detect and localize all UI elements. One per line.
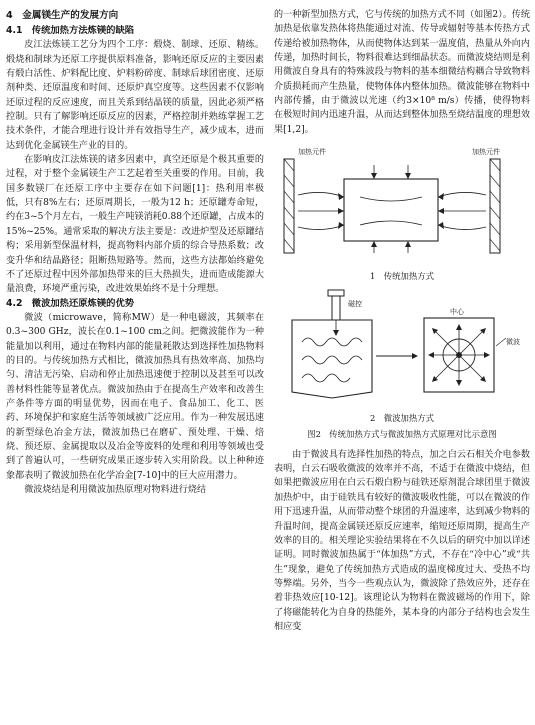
right-column (274, 8, 530, 634)
microwave-heating-diagram (274, 284, 530, 404)
subsection-4-1-title: 4.1 传统加热方法炼镁的缺陷 (6, 25, 135, 36)
conventional-heating-diagram (274, 145, 530, 263)
paragraph: 微波烧结是利用微波加热原理对物料进行烧结 (24, 485, 207, 495)
heater-label-right: 加热元件 (472, 148, 500, 157)
left-column (6, 8, 264, 497)
center-label: 中心 (450, 308, 464, 317)
magnetron-label: 磁控 (348, 300, 362, 309)
section-title: 4 金属镁生产的发展方向 (6, 10, 119, 21)
subfigure-2-caption: 2 微波加热方式 (370, 412, 434, 423)
paragraph: 皮江法炼镁工艺分为四个工序：煅烧、制球、还原、精练。煅烧和制球为还原工序提供原料准备，影响还原反应的主要因素有煅白活性、炉料配比度、炉料粉碎度、制球后球团密度、还原剂种类、还原温度和时间、还原炉真空度等。这些因素不仅影响还原过程的反应速度，而且关系到结晶镁的质量，因此必须严格控制。只有了解影响还原反应的因素，严格控制并熟练掌握工艺技术条件，才能合理进行设计并有效指导生产，减少成本，进而达到优化金属镁生产业的目的。 (6, 40, 264, 151)
microwave-label: 微波 (506, 338, 520, 347)
figure-2 (274, 145, 530, 440)
paragraph: 的一种新型加热方式，它与传统的加热方式不同（如图2）。传统加热是依靠发热体将热能通过对流、传导或辐射等基本传热方式传递给被加热物体，从而使物体达到某一温度值，热量从外向内传递，加热时间长，物料很难达到细晶状态。而微波烧结则是利用微波自身具有的特殊波段与物料的基本细微结构耦合导致物料介质损耗而产生热量，使物体体内整体加热。微波能够在物料中内部传播，由于微波以光速（约3×10⁸ m/s）传播，使得物料在极短时间内迅速升温，从而达到整体加热至烧结温度的理想效果[1,2]。 (274, 10, 530, 135)
paragraph: 由于微波具有选择性加热的特点，加之白云石相关介电参数表明，白云石吸收微波的效率并不高，不适于在微波中烧结，但如果把微波应用在白云石煅白粉与硅铁还原剂混合球团里于微波加热炉中，由于硅铁具有较好的微波吸收性能，可以在微波的作用下迅速升温，从而带动整个球团的升温速率，达到减少物料的升温时间，提高金属镁还原反应速率，缩短还原周期，提高生产效率的目的。相关理论实验结果将在不久以后的研究中加以详述证明。同时微波加热属于“体加热”方式，不存在“冷中心”或“共生”现象，避免了传统加热方式造成的温度梯度过大、受热不均等弊端。另外，当今一些观点认为，微波除了热效应外，还存在着非热效应[10-12]。该理论认为物料在微波磁场的作用下，除了将磁能转化为自身的热能外，某本身的内部分子结构也会发生相应变 (274, 449, 530, 632)
heater-label-left: 加热元件 (298, 148, 326, 157)
subfigure-1-caption: 1 传统加热方式 (370, 271, 434, 282)
paragraph: 微波（microwave，简称MW）是一种电磁波，其频率在0.3~300 GHz，波长在0.1~100 cm之间。把微波能作为一种能量加以利用，通过在物料内部的能量耗散达到选择性加热物料的目的。与传统加热方式相比，微波加热具有热效率高、加热均匀、清洁无污染、启动和停止加热迅速便于控制以及甚至可以改善材料性能等显著优点。微波加热由于在提高生产效率和改善生产条件等方面的明显优势，因而在电子、食品加工、化工、医药、环境保护和家庭生活等领域被广泛应用。作为一种发展迅速的新型绿色冶金方法，微波加热已在磨矿、预处理、干燥、焙烧、预还原、金属提取以及冶金等废料的处理和利用等领域也受到了普遍认可，一些研究成果正逐步转入实用阶段。以上种种迹象都表明了微波加热在化学冶金[7-10]中的巨大应用潜力。 (6, 312, 264, 481)
subsection-4-2-title: 4.2 微波加热还原炼镁的优势 (6, 297, 135, 309)
paragraph: 在影响皮江法炼镁的诸多因素中，真空还原是个极其重要的过程，对于整个金属镁生产工艺起着至关重要的作用。目前，我国多数镁厂在还原工序中主要存在如下问题[1]：热利用率极低，只有8%左右；还原周期长，一般为12 h；还原罐寿命短，约在3~5个月左右，一般生产吨镁消耗0.88个还原罐，占成本的15%~25%。通常采取的解决方法主要是：改进炉型及还原罐结构；采用新型保温材料，提高物料内部介质的综合导热系数；改变升华和结晶路径；阻断热短路等。然而，这些方法都始终避免不了还原过程中因外部加热带来的巨大热损失，进而造成能源大量浪费，环境严重污染，改进效果始终不是十分理想。 (6, 155, 264, 295)
figure-caption: 图2 传统加热方式与微波加热方式原理对比示意图 (307, 428, 497, 439)
